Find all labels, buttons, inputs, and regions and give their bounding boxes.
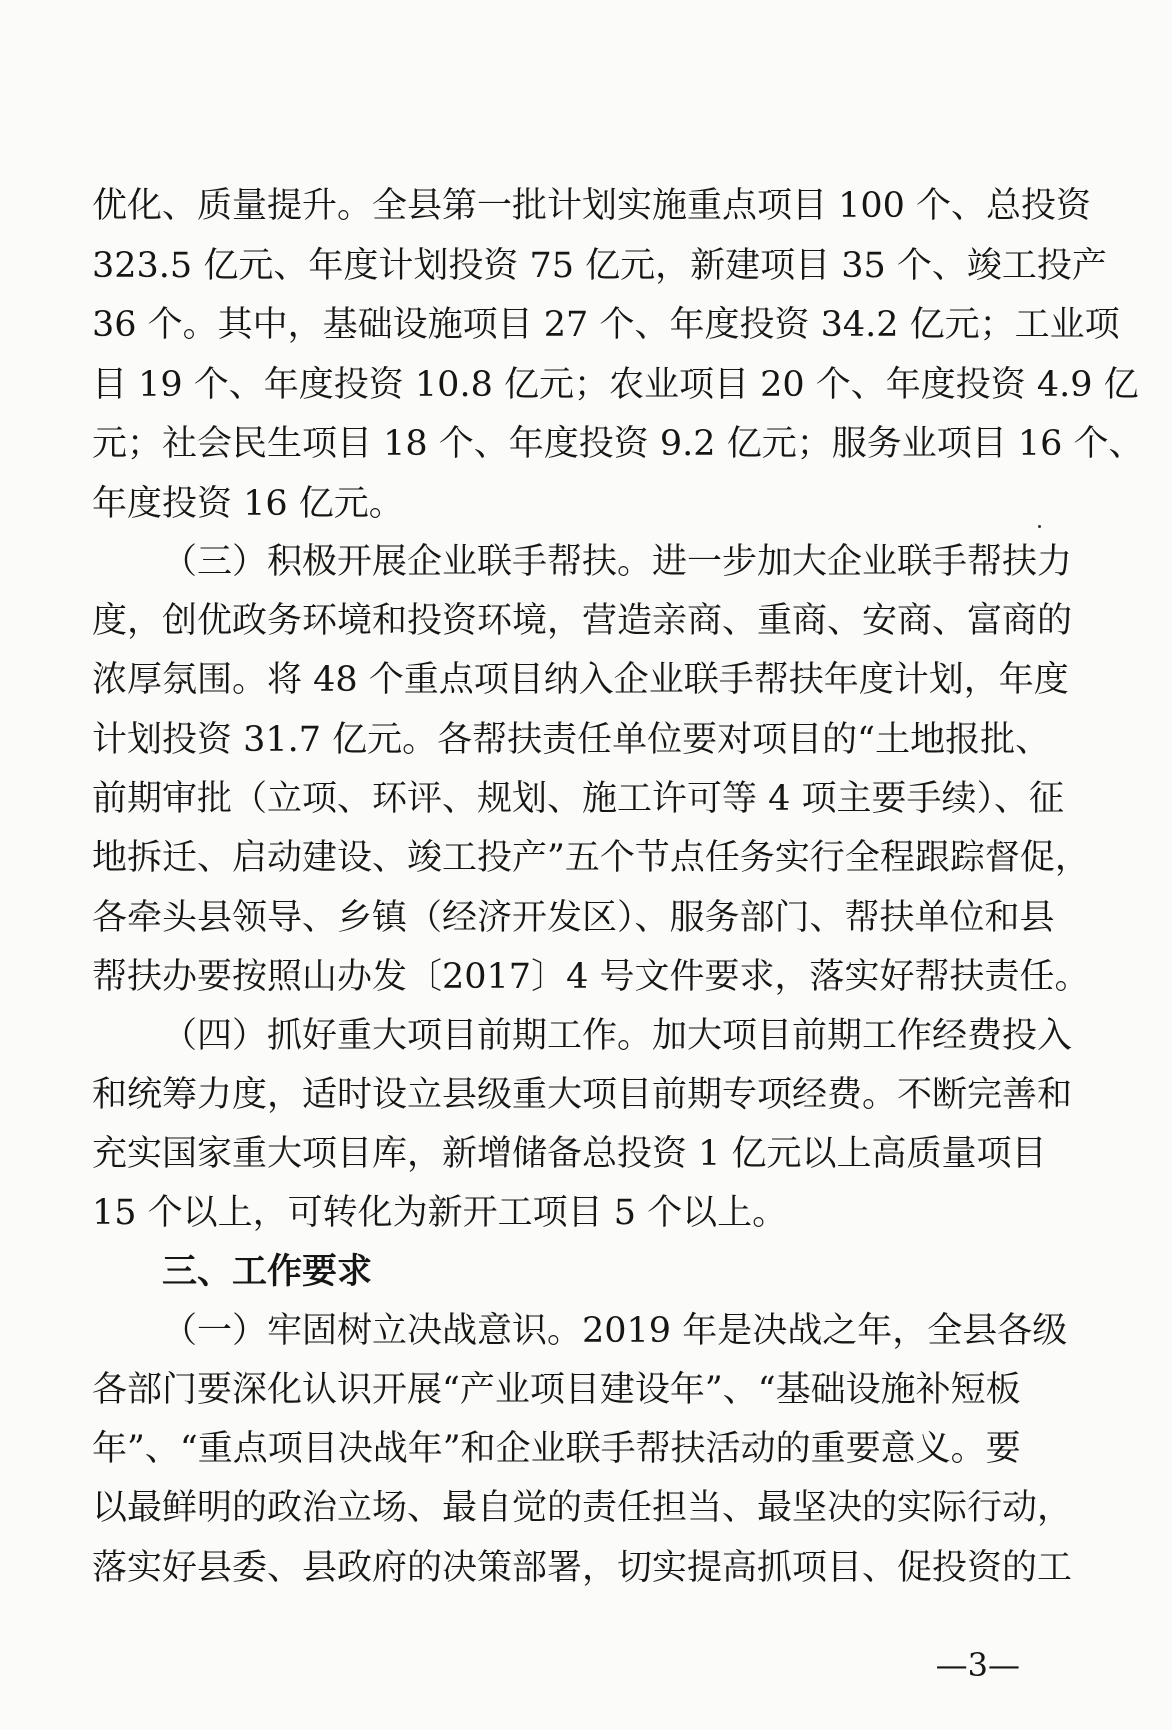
body-line: 前期审批（立项、环评、规划、施工许可等 4 项主要手续）、征 [92, 779, 1065, 819]
section-three-line: （三）积极开展企业联手帮扶。进一步加大企业联手帮扶力 [162, 542, 1073, 582]
body-line: 度，创优政务环境和投资环境，营造亲商、重商、安商、富商的 [92, 601, 1073, 641]
body-line: 目 19 个、年度投资 10.8 亿元；农业项目 20 个、年度投资 4.9 亿 [92, 365, 1139, 405]
section-heading: 三、工作要求 [162, 1252, 373, 1292]
body-line: 元；社会民生项目 18 个、年度投资 9.2 亿元；服务业项目 16 个、 [92, 424, 1144, 464]
section-four-line: （四）抓好重大项目前期工作。加大项目前期工作经费投入 [162, 1016, 1073, 1056]
body-line: 和统筹力度，适时设立县级重大项目前期专项经费。不断完善和 [92, 1075, 1073, 1115]
body-line: 帮扶办要按照山办发〔2017〕4 号文件要求，落实好帮扶责任。 [92, 957, 1090, 997]
body-line: 优化、质量提升。全县第一批计划实施重点项目 100 个、总投资 [92, 186, 1092, 226]
body-line: 年”、“重点项目决战年”和企业联手帮扶活动的重要意义。要 [92, 1429, 1021, 1469]
body-line: 以最鲜明的政治立场、最自觉的责任担当、最坚决的实际行动， [92, 1488, 1073, 1528]
body-line: 323.5 亿元、年度计划投资 75 亿元，新建项目 35 个、竣工投产 [92, 246, 1107, 286]
body-line: 浓厚氛围。将 48 个重点项目纳入企业联手帮扶年度计划，年度 [92, 660, 1069, 700]
body-line: 36 个。其中，基础设施项目 27 个、年度投资 34.2 亿元；工业项 [92, 305, 1120, 345]
body-line: 计划投资 31.7 亿元。各帮扶责任单位要对项目的“土地报批、 [92, 720, 1051, 760]
body-line: 各牵头县领导、乡镇（经济开发区）、服务部门、帮扶单位和县 [92, 898, 1055, 938]
body-line: 充实国家重大项目库，新增储备总投资 1 亿元以上高质量项目 [92, 1134, 1047, 1174]
page-number: —3— [935, 1646, 1020, 1684]
body-line: 地拆迁、启动建设、竣工投产”五个节点任务实行全程跟踪督促， [92, 838, 1090, 878]
body-line: 15 个以上，可转化为新开工项目 5 个以上。 [92, 1193, 788, 1233]
body-line: 落实好县委、县政府的决策部署，切实提高抓项目、促投资的工 [92, 1548, 1073, 1588]
requirement-one-line: （一）牢固树立决战意识。2019 年是决战之年，全县各级 [162, 1311, 1068, 1351]
scan-speck [1038, 525, 1041, 528]
body-line: 年度投资 16 亿元。 [92, 484, 404, 524]
body-line: 各部门要深化认识开展“产业项目建设年”、“基础设施补短板 [92, 1370, 1021, 1410]
